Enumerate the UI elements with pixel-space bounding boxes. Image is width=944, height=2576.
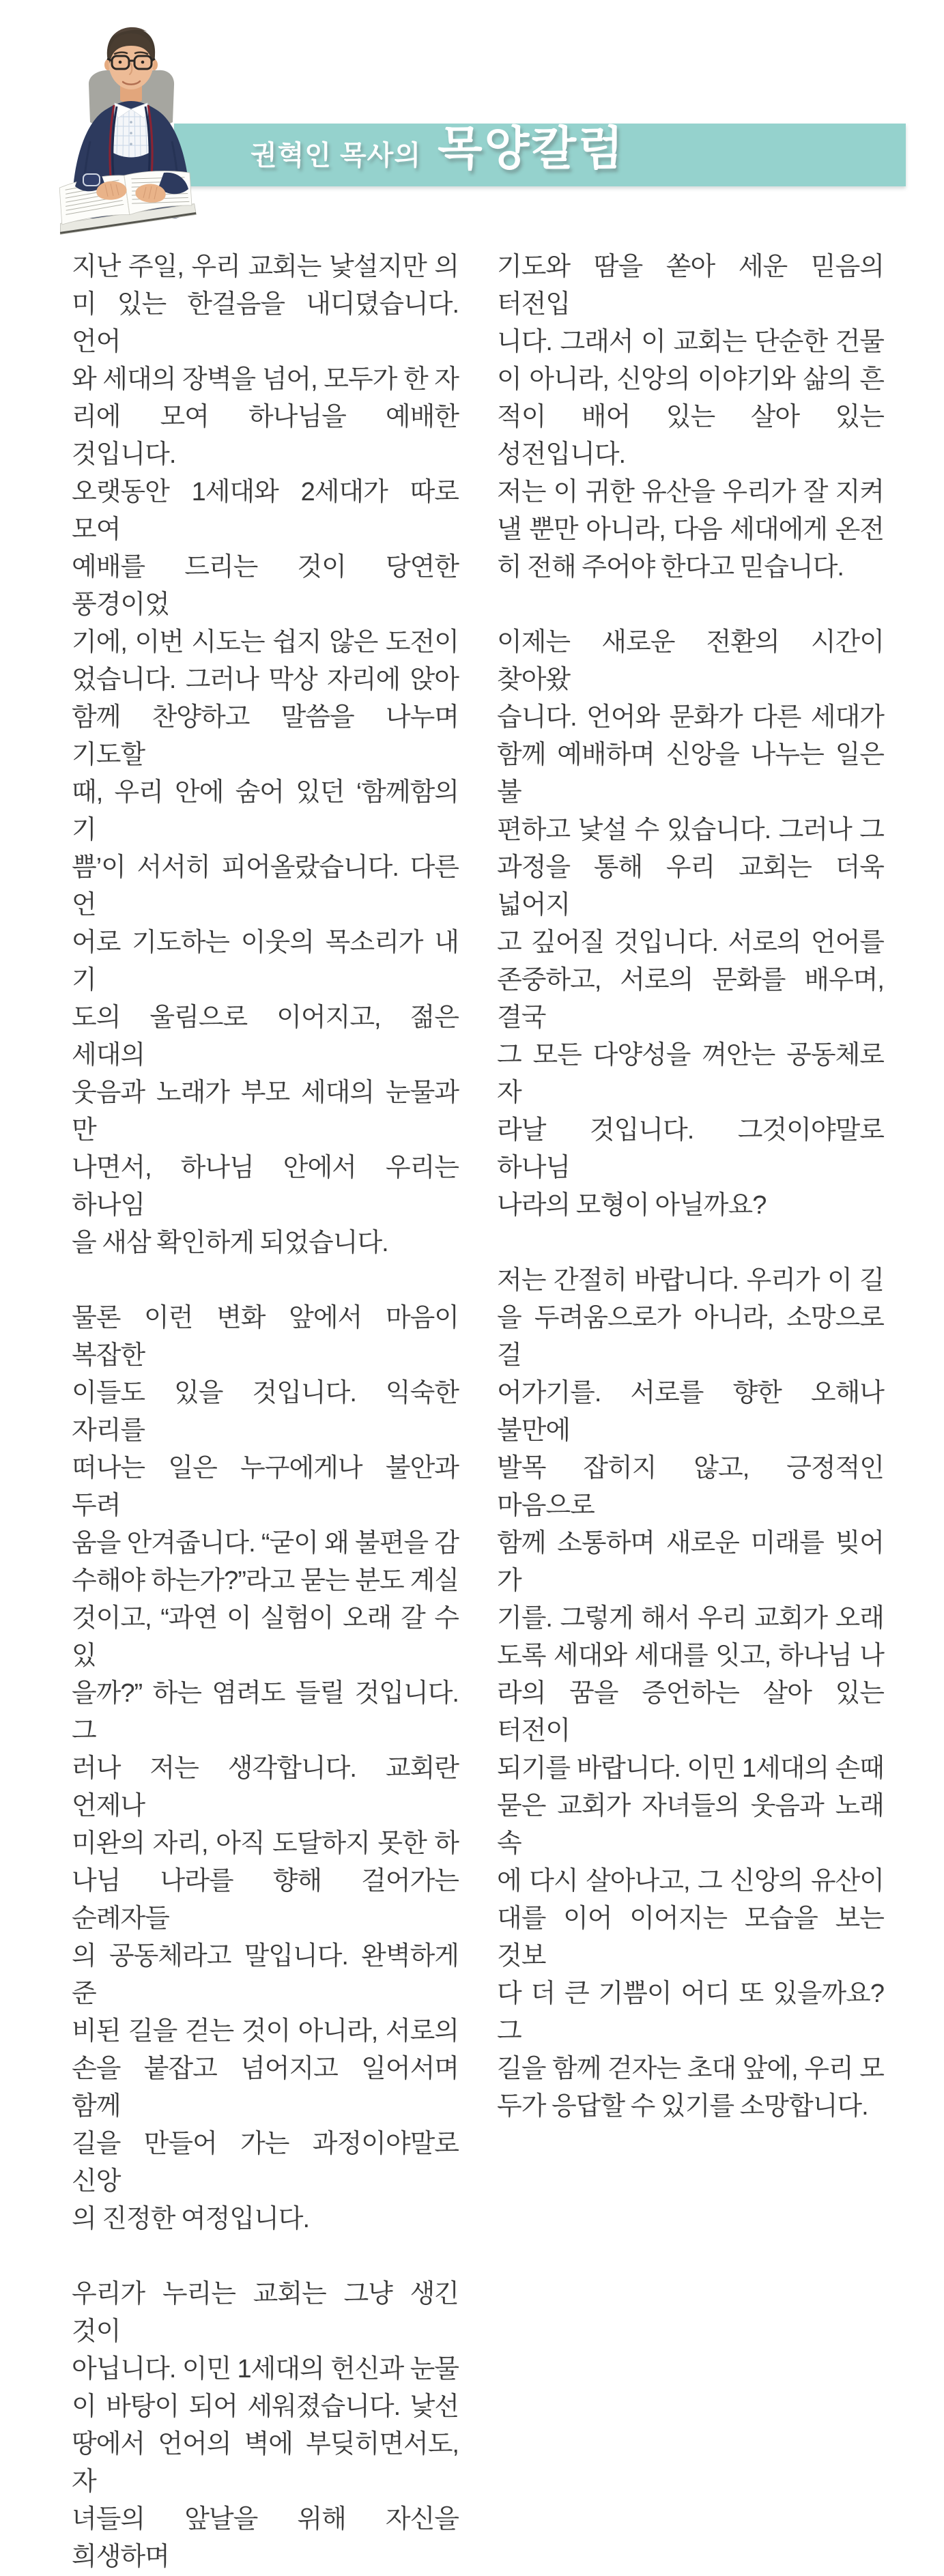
- text-line: 이제는 새로운 전환의 시간이 찾아왔: [497, 628, 884, 694]
- text-line: 땅에서 언어의 벽에 부딪히면서도, 자: [72, 2430, 459, 2496]
- text-line: 낼 뿐만 아니라, 다음 세대에게 온전: [497, 515, 884, 544]
- text-line: 쁨’이 서서히 피어올랐습니다. 다른 언: [72, 853, 459, 919]
- text-line: 이들도 있을 것입니다. 익숙한 자리를: [72, 1379, 459, 1445]
- pastor-photo: [48, 18, 218, 241]
- text-line: 에 다시 살아나고, 그 신앙의 유산이: [497, 1867, 884, 1895]
- text-line: 라의 꿈을 증언하는 살아 있는 터전이: [497, 1679, 884, 1745]
- text-line: 의 공동체라고 말입니다. 완벽하게 준: [72, 1942, 459, 2008]
- text-line: 함께 찬양하고 말씀을 나누며 기도할: [72, 703, 459, 769]
- banner-text: [251, 112, 625, 178]
- right-column: [497, 248, 884, 2576]
- text-line: 기도와 땀을 쏟아 세운 믿음의 터전입: [497, 253, 884, 319]
- paragraph: [72, 1300, 459, 2238]
- author-name: 권혁인 목사의: [251, 141, 421, 171]
- text-line: 지난 주일, 우리 교회는 낯설지만 의: [72, 253, 459, 281]
- text-line: 라날 것입니다. 그것이야말로 하나님: [497, 1116, 884, 1182]
- text-line: 우리가 누리는 교회는 그냥 생긴 것이: [72, 2280, 459, 2346]
- paragraph: [497, 248, 884, 586]
- text-line: 손을 붙잡고 넘어지고 일어서며 함께: [72, 2055, 459, 2121]
- text-line: 함께 예배하며 신앙을 나누는 일은 불: [497, 741, 884, 807]
- text-line: 수해야 하는가?”라고 묻는 분도 계실: [72, 1566, 459, 1595]
- paragraph: [72, 2276, 459, 2576]
- title-banner: [174, 124, 906, 186]
- text-line: 나라의 모형이 아닐까요?: [497, 1191, 767, 1220]
- text-line: 편하고 낯설 수 있습니다. 그러나 그: [497, 816, 884, 844]
- text-line: 떠나는 일은 누구에게나 불안과 두려: [72, 1454, 459, 1520]
- text-line: 고 깊어질 것입니다. 서로의 언어를: [497, 928, 884, 957]
- text-line: 저는 간절히 바랍니다. 우리가 이 길: [497, 1266, 884, 1295]
- text-line: 적이 배어 있는 살아 있는 성전입니다.: [497, 403, 884, 469]
- text-line: 것이고, “과연 이 실험이 오래 갈 수 있: [72, 1604, 459, 1670]
- text-line: 비된 길을 걷는 것이 아니라, 서로의: [72, 2017, 459, 2046]
- left-column: [72, 248, 459, 2576]
- text-line: 리에 모여 하나님을 예배한 것입니다.: [72, 403, 459, 469]
- column-title: 목양칼럼: [437, 123, 625, 175]
- text-line: 을 두려움으로가 아니라, 소망으로 걸: [497, 1304, 884, 1370]
- text-line: 니다. 그래서 이 교회는 단순한 건물: [497, 328, 884, 356]
- text-line: 미완의 자리, 아직 도달하지 못한 하: [72, 1829, 459, 1858]
- pastor-photo-illustration: [48, 18, 218, 241]
- text-line: 을까?” 하는 염려도 들릴 것입니다. 그: [72, 1679, 459, 1745]
- text-line: 이 바탕이 되어 세워졌습니다. 낯선: [72, 2392, 459, 2421]
- text-line: 어가기를. 서로를 향한 오해나 불만에: [497, 1379, 884, 1445]
- text-line: 미 있는 한걸음을 내디뎠습니다. 언어: [72, 290, 459, 356]
- text-line: 이 아니라, 신앙의 이야기와 삶의 흔: [497, 365, 884, 394]
- paragraph: [497, 624, 884, 1225]
- text-line: 움을 안겨줍니다. “굳이 왜 불편을 감: [72, 1529, 459, 1558]
- text-line: 길을 만들어 가는 과정이야말로 신앙: [72, 2130, 459, 2196]
- text-line: 습니다. 언어와 문화가 다른 세대가: [497, 703, 884, 732]
- text-line: 저는 이 귀한 유산을 우리가 잘 지켜: [497, 478, 884, 506]
- text-line: 때, 우리 안에 숨어 있던 ‘함께함의 기: [72, 778, 459, 844]
- text-line: 을 새삼 확인하게 되었습니다.: [72, 1229, 388, 1257]
- text-line: 과정을 통해 우리 교회는 더욱 넓어지: [497, 853, 884, 919]
- text-line: 예배를 드리는 것이 당연한 풍경이었: [72, 553, 459, 619]
- text-line: 도록 세대와 세대를 잇고, 하나님 나: [497, 1642, 884, 1670]
- text-line: 었습니다. 그러나 막상 자리에 앉아: [72, 666, 459, 694]
- text-line: 도의 울림으로 이어지고, 젊은 세대의: [72, 1003, 459, 1070]
- text-line: 대를 이어 이어지는 모습을 보는 것보: [497, 1904, 884, 1971]
- text-line: 러나 저는 생각합니다. 교회란 언제나: [72, 1754, 459, 1820]
- text-line: 어로 기도하는 이웃의 목소리가 내 기: [72, 928, 459, 994]
- text-line: 존중하고, 서로의 문화를 배우며, 결국: [497, 966, 884, 1032]
- text-line: 웃음과 노래가 부모 세대의 눈물과 만: [72, 1078, 459, 1145]
- text-line: 와 세대의 장벽을 넘어, 모두가 한 자: [72, 365, 459, 394]
- text-line: 의 진정한 여정입니다.: [72, 2205, 310, 2233]
- text-line: 발목 잡히지 않고, 긍정적인 마음으로: [497, 1454, 884, 1520]
- text-line: 두가 응답할 수 있기를 소망합니다.: [497, 2092, 868, 2121]
- text-line: 되기를 바랍니다. 이민 1세대의 손때: [497, 1754, 884, 1783]
- paragraph: [72, 248, 459, 1262]
- text-line: 묻은 교회가 자녀들의 웃음과 노래 속: [497, 1792, 884, 1858]
- text-line: 나님 나라를 향해 걸어가는 순례자들: [72, 1867, 459, 1933]
- text-line: 나면서, 하나님 안에서 우리는 하나임: [72, 1154, 459, 1220]
- text-line: 함께 소통하며 새로운 미래를 빚어 가: [497, 1529, 884, 1595]
- text-line: 기를. 그렇게 해서 우리 교회가 오래: [497, 1604, 884, 1633]
- paragraph: [497, 1262, 884, 2126]
- text-line: 다 더 큰 기쁨이 어디 또 있을까요?그: [497, 1979, 884, 2046]
- text-line: 기에, 이번 시도는 쉽지 않은 도전이: [72, 628, 459, 657]
- text-line: 물론 이런 변화 앞에서 마음이 복잡한: [72, 1304, 459, 1370]
- text-line: 녀들의 앞날을 위해 자신을 희생하며: [72, 2505, 459, 2571]
- text-line: 오랫동안 1세대와 2세대가 따로 모여: [72, 478, 459, 544]
- text-line: 길을 함께 걷자는 초대 앞에, 우리 모: [497, 2055, 884, 2083]
- text-line: 히 전해 주어야 한다고 믿습니다.: [497, 553, 844, 582]
- article-body: [72, 248, 884, 2576]
- text-line: 아닙니다. 이민 1세대의 헌신과 눈물: [72, 2355, 459, 2384]
- text-line: 그 모든 다양성을 껴안는 공동체로 자: [497, 1041, 884, 1107]
